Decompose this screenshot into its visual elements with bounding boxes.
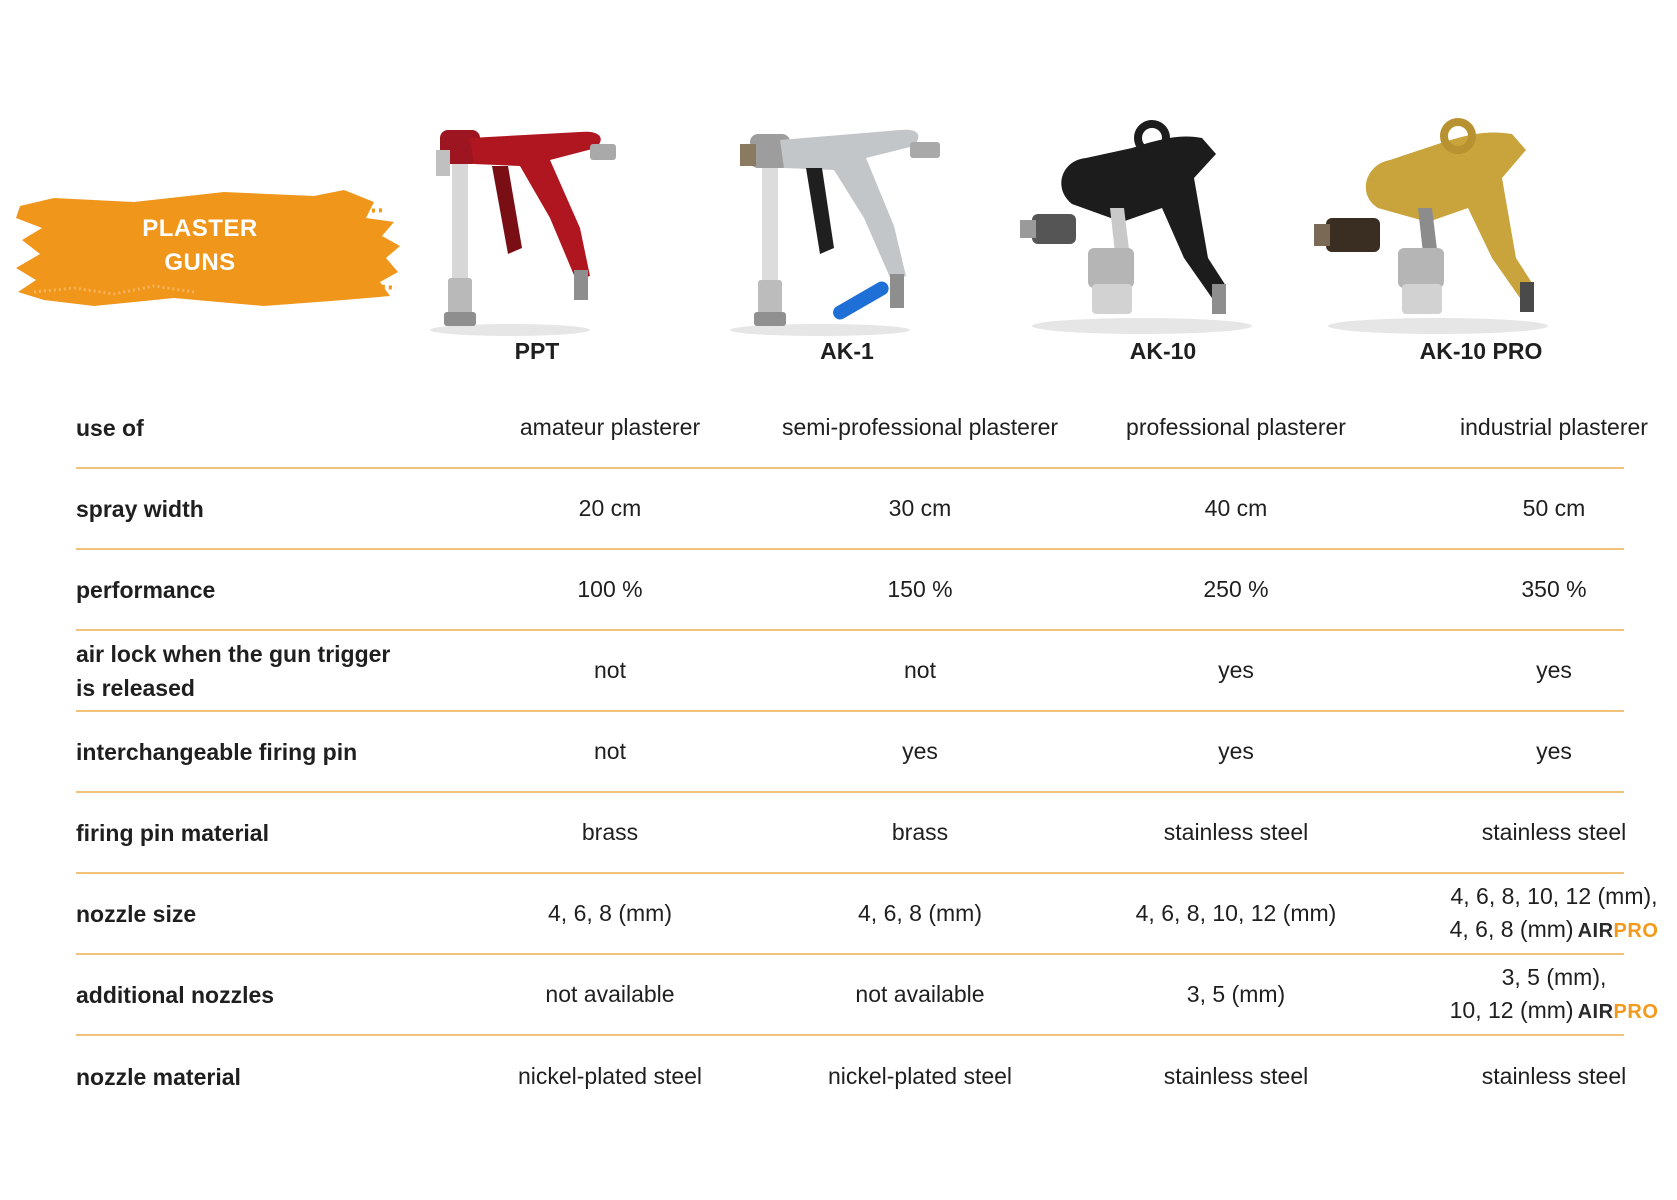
table-cell: stainless steel (1481, 819, 1627, 845)
row-label: firing pin material (76, 819, 269, 846)
cell-line-2 (1450, 913, 1659, 948)
row-label: nozzle size (76, 900, 197, 927)
table-cell: yes (1218, 657, 1254, 683)
table-row-nozzle-material (76, 1036, 1627, 1117)
table-cell: yes (1536, 738, 1572, 764)
category-badge (80, 212, 320, 280)
table-cell (1394, 874, 1677, 953)
row-label: use of (76, 414, 144, 441)
cell-line-2-text: 4, 6, 8 (mm) (1449, 915, 1574, 942)
table-cell: yes (1536, 657, 1572, 683)
table-cell: professional plasterer (1126, 414, 1346, 440)
row-label: nozzle material (76, 1063, 241, 1090)
table-cell: semi-professional plasterer (781, 414, 1059, 440)
cell-line-1: 3, 5 (mm), (1501, 963, 1607, 990)
table-cell: stainless steel (1163, 819, 1309, 845)
table-cell: brass (581, 819, 639, 845)
table-row-nozzle-size (76, 874, 1659, 955)
product-name-ak-10: AK-10 (1129, 338, 1197, 364)
table-row-use-of (76, 388, 1648, 469)
gold-spray-gun-icon (1308, 108, 1588, 344)
airpro-air: AIR (1577, 919, 1614, 942)
airpro-air: AIR (1577, 1000, 1614, 1023)
table-row-additional-nozzles (76, 955, 1659, 1036)
table-cell: 150 % (887, 576, 953, 602)
table-cell: brass (891, 819, 949, 845)
cell-line-2 (1450, 994, 1659, 1029)
airpro-logo (1578, 1001, 1659, 1023)
airpro-logo (1578, 920, 1659, 942)
product-name-ak-1: AK-1 (820, 338, 874, 364)
row-label: additional nozzles (76, 981, 275, 1008)
table-cell: not (594, 657, 626, 683)
table-row-air-lock (76, 631, 1624, 712)
table-cell: 4, 6, 8 (mm) (858, 900, 982, 926)
comparison-table (76, 388, 1659, 1117)
airpro-pro: PRO (1613, 1000, 1659, 1023)
table-cell: 20 cm (578, 495, 642, 521)
table-cell: 50 cm (1522, 495, 1586, 521)
table-cell: 4, 6, 8 (mm) (548, 900, 672, 926)
table-cell: 40 cm (1204, 495, 1268, 521)
table-cell (1394, 955, 1677, 1034)
red-spray-gun-icon (400, 108, 680, 344)
row-label: interchangeable firing pin (76, 738, 358, 765)
table-cell: stainless steel (1163, 1063, 1309, 1089)
table-cell: not available (545, 981, 675, 1007)
table-row-spray-width (76, 469, 1624, 550)
table-cell: 350 % (1521, 576, 1587, 602)
table-cell: nickel-plated steel (827, 1063, 1013, 1089)
table-row-interchangeable-firing-pin (76, 712, 1624, 793)
table-cell: industrial plasterer (1460, 414, 1648, 440)
product-name-ppt: PPT (514, 338, 560, 364)
row-label-line-2: is released (76, 674, 195, 701)
table-cell: 250 % (1203, 576, 1269, 602)
table-cell: 4, 6, 8, 10, 12 (mm) (1135, 900, 1337, 926)
cell-line-2-text: 10, 12 (mm) (1449, 996, 1574, 1023)
table-cell: amateur plasterer (519, 414, 701, 440)
airpro-pro: PRO (1613, 919, 1659, 942)
table-cell: not available (855, 981, 985, 1007)
row-label-line-1: air lock when the gun trigger (76, 640, 391, 667)
product-name-ak-10-pro: AK-10 PRO (1419, 338, 1543, 364)
black-spray-gun-icon (1012, 108, 1292, 344)
table-row-firing-pin-material (76, 793, 1627, 874)
row-label (76, 631, 436, 710)
table-cell: stainless steel (1481, 1063, 1627, 1089)
cell-line-1: 4, 6, 8, 10, 12 (mm), (1450, 882, 1658, 909)
table-row-performance (76, 550, 1624, 631)
badge-line-2: GUNS (164, 249, 236, 276)
table-cell: yes (902, 738, 938, 764)
table-cell: yes (1218, 738, 1254, 764)
badge-line-1: PLASTER (142, 215, 258, 242)
table-cell: not (594, 738, 626, 764)
silver-spray-gun-icon (710, 108, 990, 344)
table-cell: nickel-plated steel (517, 1063, 703, 1089)
table-cell: 3, 5 (mm) (1186, 981, 1286, 1007)
table-cell: 100 % (577, 576, 643, 602)
table-cell: 30 cm (888, 495, 952, 521)
table-cell: not (904, 657, 936, 683)
row-label: spray width (76, 495, 204, 522)
row-label: performance (76, 576, 216, 603)
